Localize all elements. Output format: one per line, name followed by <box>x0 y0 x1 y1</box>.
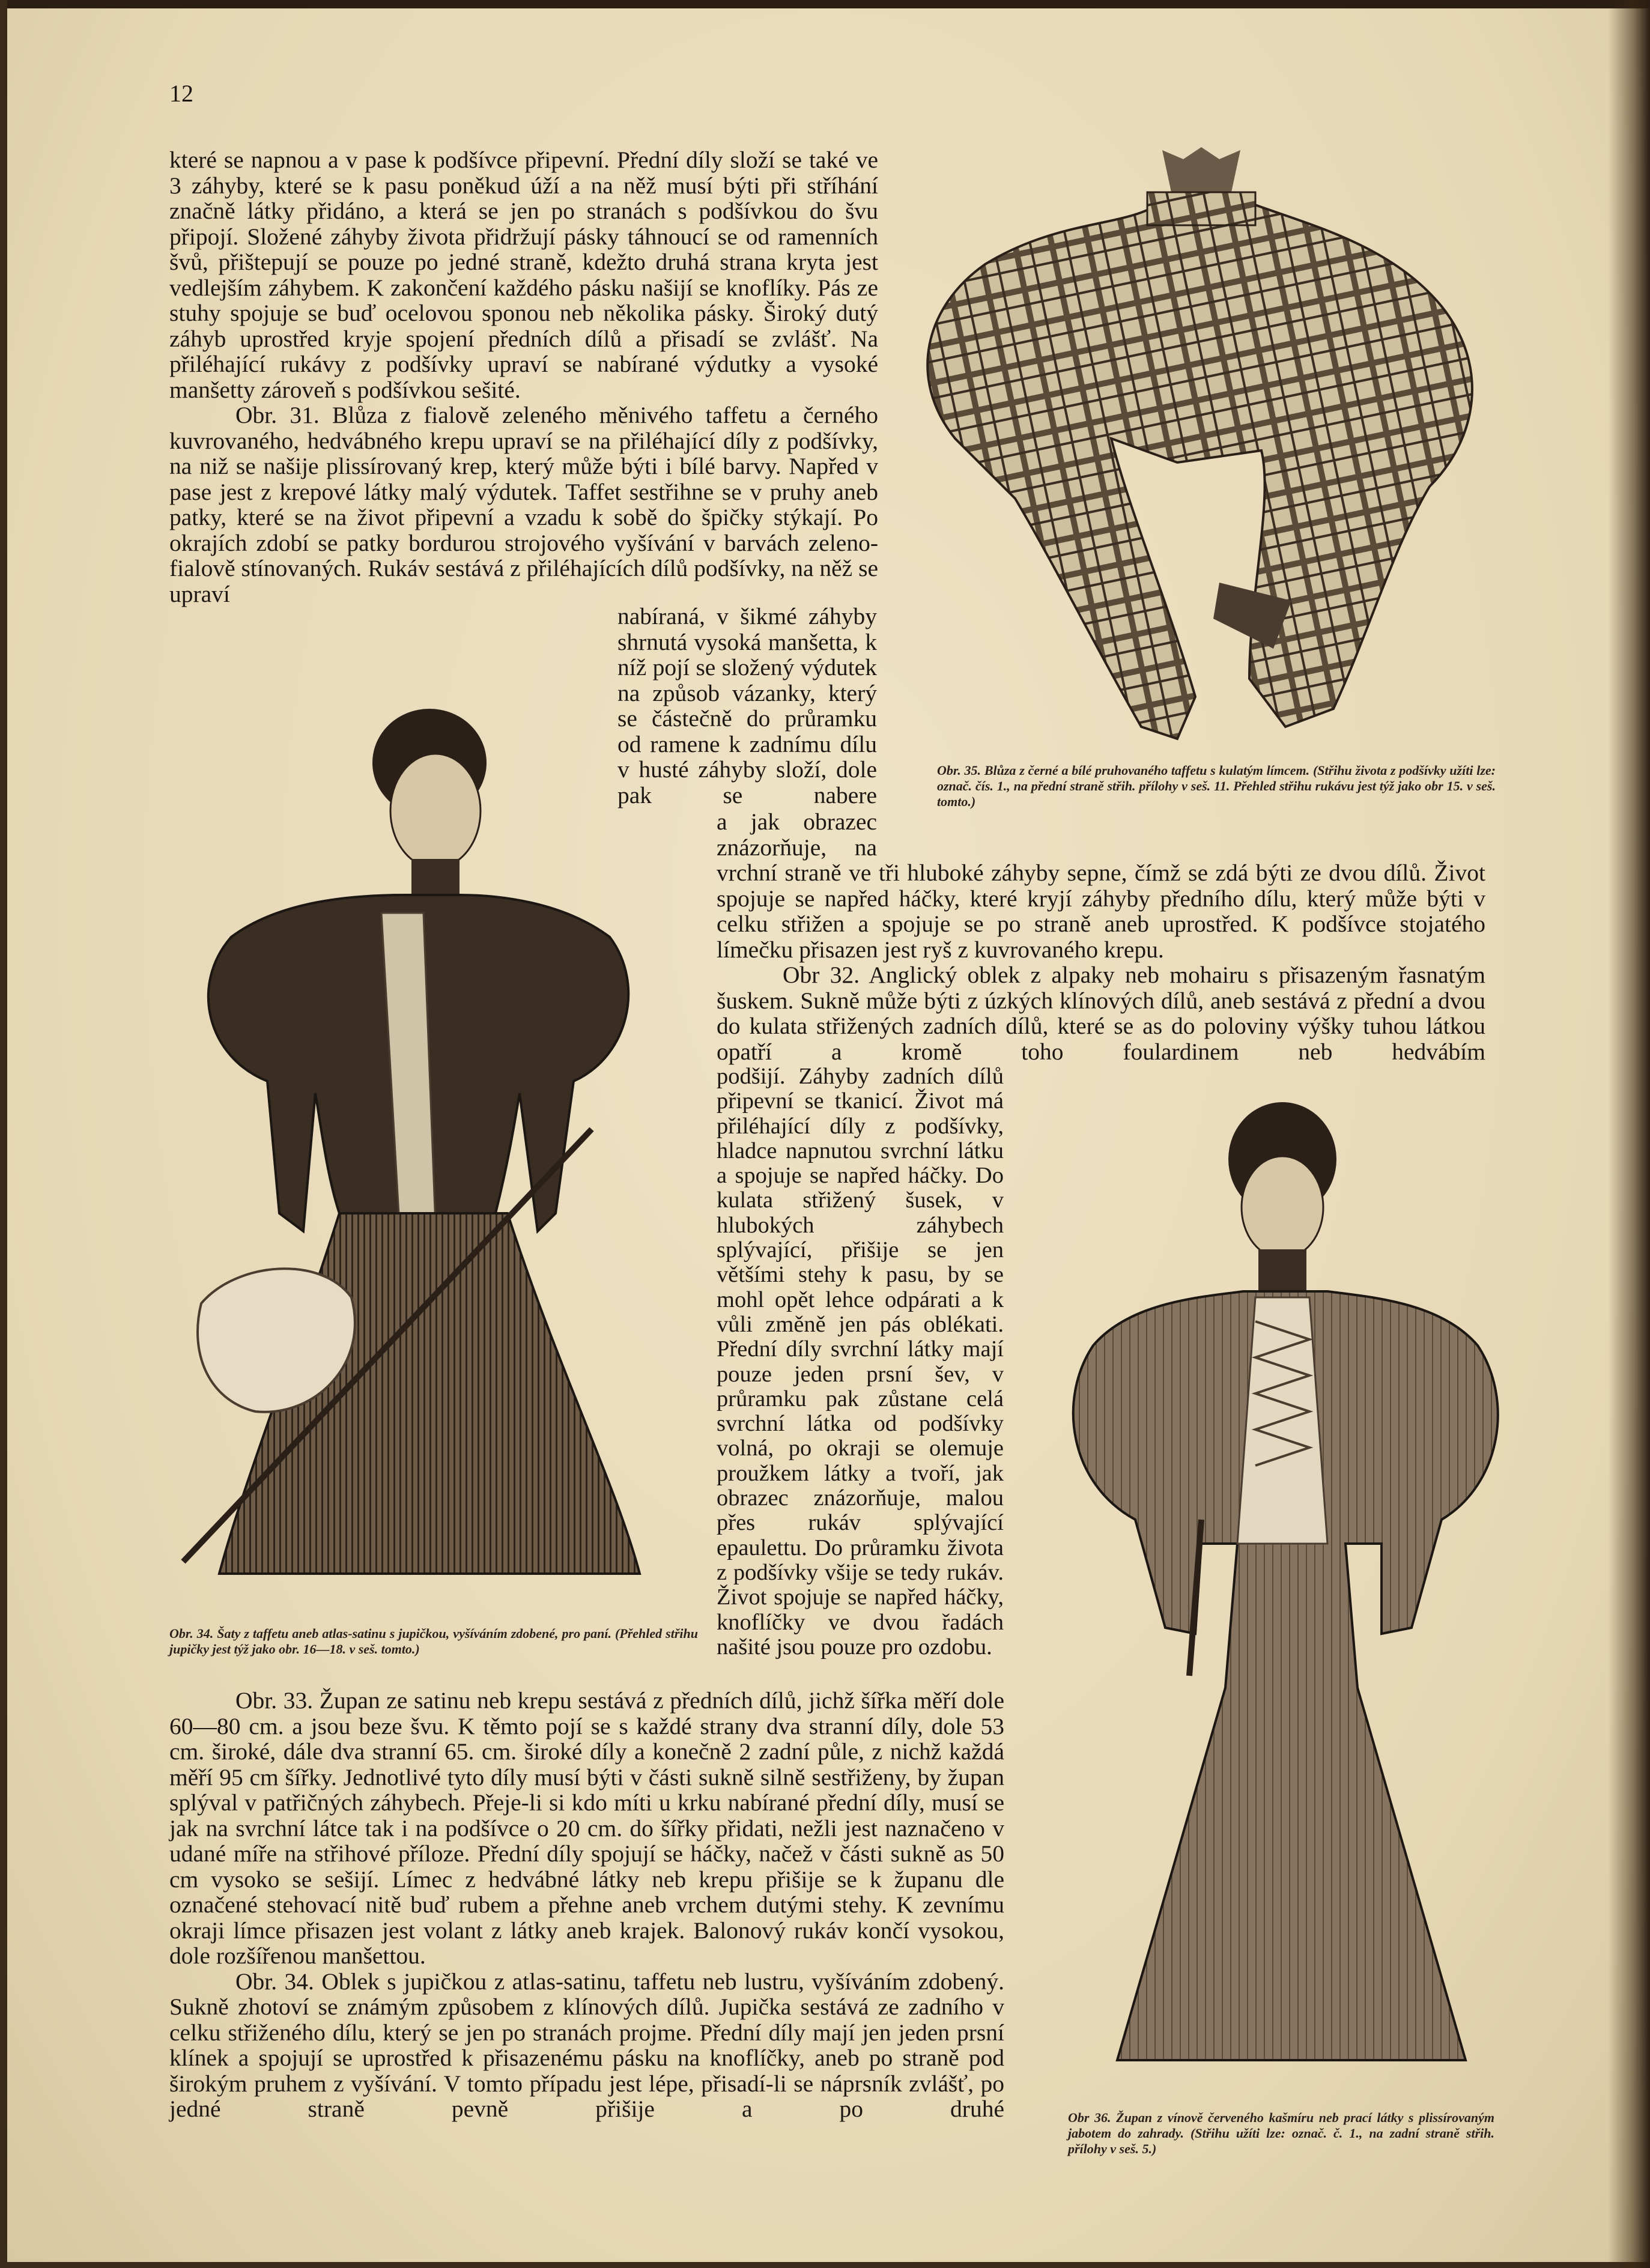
caption-fig36: Obr 36. Župan z vínově červeného kašmíru neb prací látky s plissírovaným jabotem do zahrady. (Střihu užíti lze: označ. č. 1., na zadní straně střih. přílohy v seš. 5.) <box>1068 2110 1494 2156</box>
paragraph-2b: nabíraná, v šikmé záhyby shrnutá vysoká manšetta, k níž pojí se složený výdutek na způsob vázanky, který se částečně do průramku od ramene k zadnímu dílu v husté záhyby složí, dole pak se nabere <box>617 603 877 808</box>
page-number: 12 <box>169 80 193 107</box>
paragraph-2c: a jak obrazec znázorňuje, na <box>717 808 877 861</box>
paragraph-4: Obr. 33. Župan ze satinu neb krepu sestává z předních dílů, jichž šířka měří dole 60—80 cm. a jsou beze švu. K těmto pojí se s každé strany dva stranní díly, dole 53 cm. široké, dále dva stranní 65. cm. široké díly a konečně 2 zadní půle, z nichž každá měří 95 cm šířky. Jednotlivé tyto díly musí býti v části sukně silně sestřiženy, by župan splýval v patřičných záhybech. Přeje-li si kdo míti u krku nabírané přední díly, musí se jak na svrchní látce tak i na podšívce o 20 cm. do šířky přidati, nežli jest naznačeno v udané míře na střihové příloze. Přední díly spojují se háčky, načež v části sukně as 50 cm vysoko se sešijí. Límec z hedvábné látky neb krepu přišije se k županu dle označené stehovací nitě buď rubem a přehne aneb vrchem dutými stehy. K zevnímu okraji límce přisazen jest volant z látky aneb krajek. Balonový rukáv končí vysokou, dole rozšířenou manšettou. <box>169 1687 1004 1969</box>
plaid-blouse-illustration <box>913 126 1490 751</box>
text-block-intro <box>169 147 878 607</box>
figure-36 <box>1045 1087 1514 2096</box>
woman-with-parasol-illustration <box>123 673 724 1622</box>
page-edge-top <box>0 0 1650 8</box>
paragraph-3: Obr 32. Anglický oblek z alpaky neb mohairu s přisazeným řasnatým šuskem. Sukně může býti z úzkých klínových dílů, aneb sestává z přední a dvou do kulata střižených zadních dílů, které se as do poloviny výšky tuhou látkou opatří a kromě toho foulardinem neb hedvábím <box>717 962 1485 1065</box>
paragraph-2: Obr. 31. Blůza z fialově zeleného měnivého taffetu a černého kuvrovaného, hedvábného krepu upraví se na přiléhající díly z podšívky, na niž se našije plissírovaný krep, který může býti i bílé barvy. Napřed v pase jest z krepové látky malý výdutek. Taffet sestřihne se v pruhy aneb patky, které se na život připevní a vzadu k sobě do špičky stýkají. Po okrajích zdobí se patky bordurou strojového vyšívání v barvách zeleno-fialově stínovaných. Rukáv sestává z přiléhajících dílů podšívky, na něž se upraví <box>169 402 878 607</box>
page-edge-left <box>0 0 7 2268</box>
paragraph-2d: vrchní straně ve tři hluboké záhyby sepne, čímž se zdá býti ze dvou dílů. Život spojuje se napřed háčky, které kryjí záhyby předního dílu, který může býti v celku střižen a spojuje se po straně aneb uprostřed. K podšívce stojatého límečku přisazen jest ryš z kuvrovaného krepu. <box>717 860 1485 963</box>
text-block-fig31-cont <box>717 860 1485 1064</box>
text-block-fig33 <box>169 1688 1004 2122</box>
page-edge-shadow <box>1608 0 1650 2268</box>
figure-35 <box>913 126 1490 751</box>
caption-fig35: Obr. 35. Blůza z černé a bílé pruhovaného taffetu s kulatým límcem. (Střihu života z podšívky užíti lze: označ. čís. 1., na přední straně střih. přílohy v seš. 11. Přehled střihu rukávu jest týž jako obr 15. v seš. tomto.) <box>937 763 1496 809</box>
text-block-sleeve-2 <box>717 809 877 860</box>
paragraph-1: které se napnou a v pase k podšívce připevní. Přední díly složí se také ve 3 záhyby, které se k pasu poněkud úží a na něž musí býti při stříhání značně látky přidáno, a která se jen po stranách s podšívkou do švu připojí. Složené záhyby života přidržují pásky táhnoucí se od ramenních švů, přištepují se pouze po jedné straně, kdežto druhá strana kryta jest vedlejším záhybem. K zakončení každého pásku našijí se knoflíky. Pás ze stuhy spojuje se buď ocelovou sponou neb několika pásky. Široký dutý záhyb uprostřed kryje spojení předních dílů a přisadí se zvlášť. Na přiléhající rukávy z podšívky upraví se nabírané výdutky a vysoké manšetty zároveň s podšívkou sešité. <box>169 147 878 403</box>
text-block-fig32 <box>717 1064 1004 1660</box>
dressing-gown-illustration <box>1045 1087 1514 2096</box>
paragraph-3b: podšijí. Záhyby zadních dílů připevní se tkanicí. Život má přiléhající díly z podšívky, hladce napnutou svrchní látku a spojuje se napřed háčky. Do kulata střižený šusek, v hlubokých záhybech splývající, přišije se jen většími stehy k pasu, by se mohl opět lehce odpárati a k vůli změně jen pás oblékati. Přední díly svrchní látky mají pouze jeden prsní šev, v průramku pak zůstane celá svrchní látka od podšívky volná, po okraji se olemuje proužkem látky a tvoří, jak obrazec znázorňuje, malou přes rukáv splývající epaulettu. Do průramku života z podšívky všije se tedy rukáv. Život spojuje se napřed háčky, knoflíčky ve dvou řadách našité jsou pouze pro ozdobu. <box>717 1064 1004 1660</box>
paragraph-5: Obr. 34. Oblek s jupičkou z atlas-satinu, taffetu neb lustru, vyšíváním zdobený. Sukně zhotoví se známým způsobem z klínových dílů. Jupička sestává ze zadního v celku střiženého dílu, který se jen po stranách projme. Přední díly mají jen jeden prsní klínek a spojují se uprostřed k přisazenému pásku na knoflíčky, aneb po straně pod širokým pruhem z vyšívání. V tomto případu jest lépe, přisadí-li se náprsník zvlášť, po jedné straně pevně přišije a po druhé <box>169 1968 1004 2122</box>
figure-34 <box>123 673 724 1622</box>
caption-fig34: Obr. 34. Šaty z taffetu aneb atlas-satinu s jupičkou, vyšíváním zdobené, pro paní. (Přehled střihu jupičky jest týž jako obr. 16—18. v seš. tomto.) <box>169 1626 698 1657</box>
page-edge-bottom <box>0 2262 1650 2268</box>
